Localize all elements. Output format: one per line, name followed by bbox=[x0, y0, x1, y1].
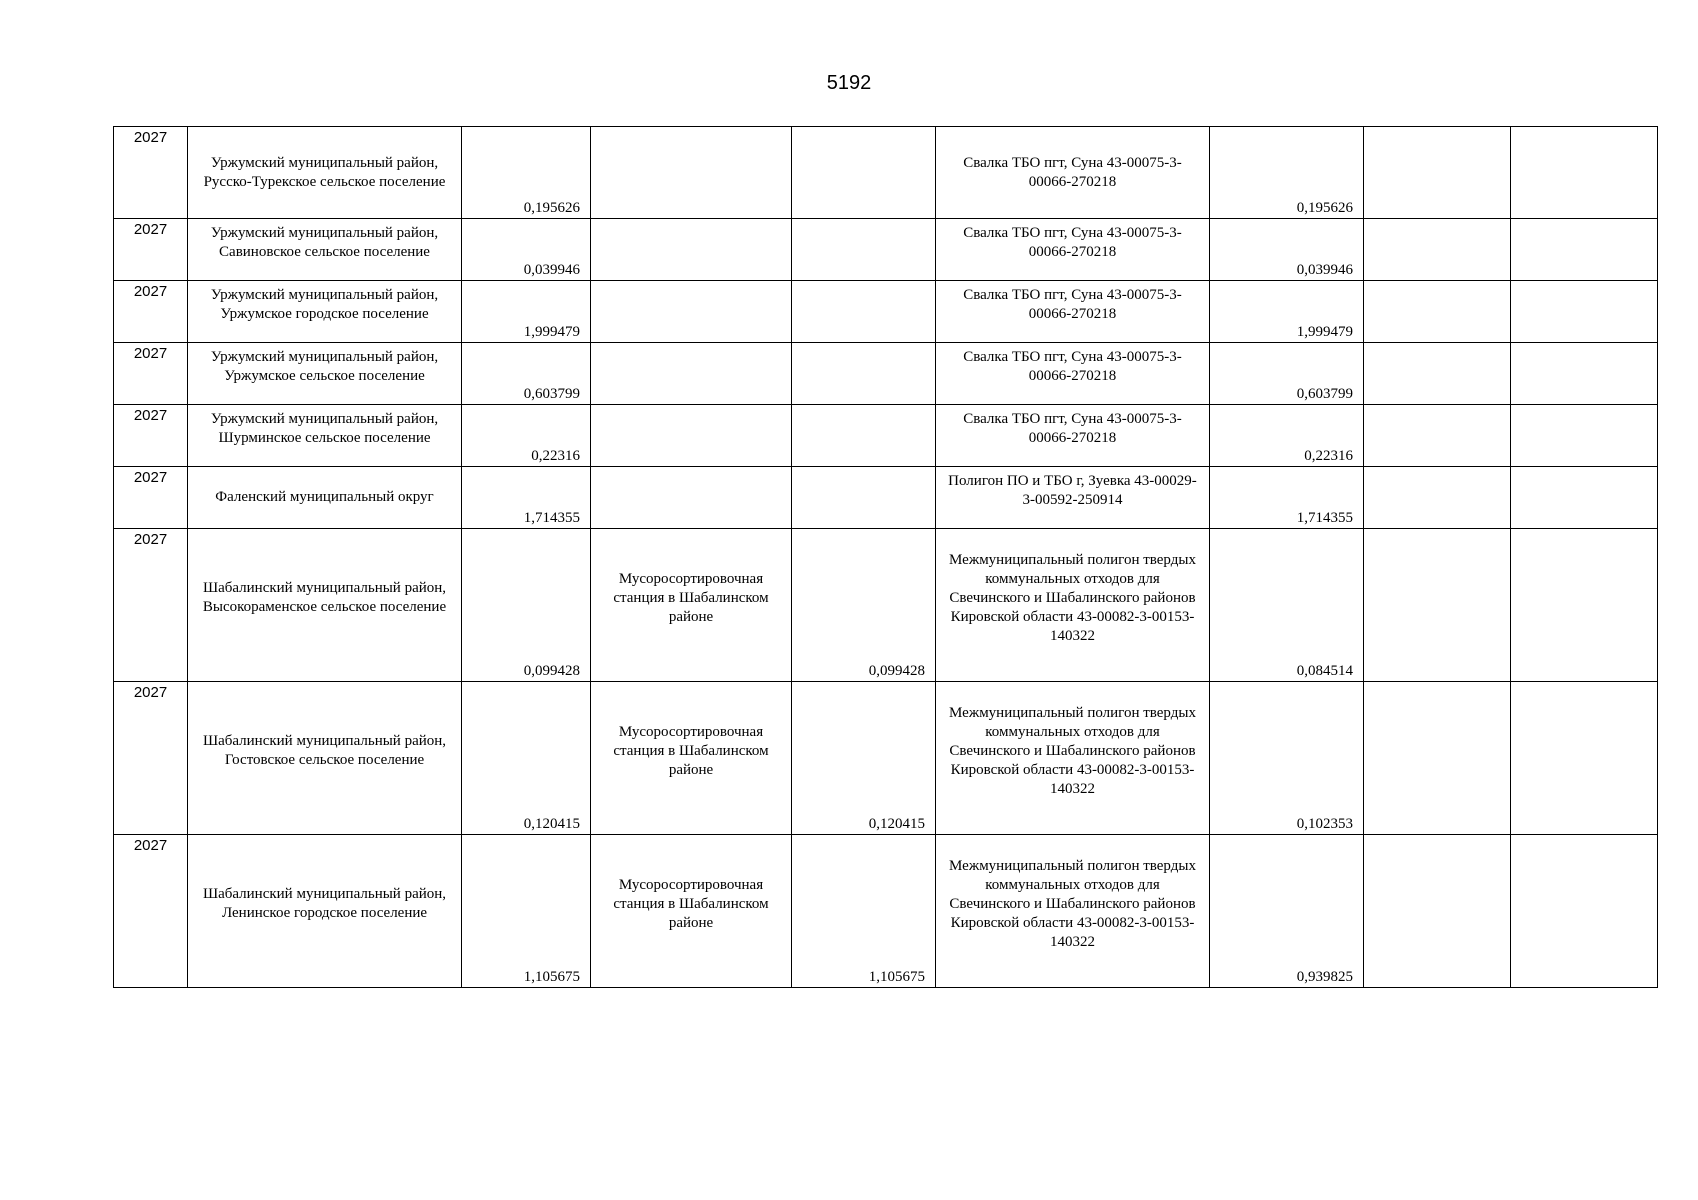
empty-cell bbox=[1364, 467, 1511, 529]
disposal-site-name: Межмуниципальный полигон твердых коммунальных отходов для Свечинского и Шабалинского районов Кировской области 43-00082-3-00153-140322 bbox=[949, 857, 1196, 950]
mass-disposal-value: 0,084514 bbox=[1296, 663, 1353, 679]
mass-disposal-cell bbox=[1210, 127, 1364, 219]
mass-total-cell bbox=[462, 219, 591, 281]
table-row bbox=[114, 281, 1658, 343]
table-row bbox=[114, 405, 1658, 467]
year-cell bbox=[114, 343, 188, 405]
mass-total-value: 1,105675 bbox=[523, 969, 580, 985]
mass-sorting-cell bbox=[792, 343, 936, 405]
empty-cell bbox=[1364, 281, 1511, 343]
empty-cell bbox=[1364, 343, 1511, 405]
mass-disposal-value: 0,939825 bbox=[1296, 969, 1353, 985]
mass-sorting-value: 1,105675 bbox=[868, 969, 925, 985]
disposal-site-cell bbox=[936, 835, 1210, 988]
empty-cell bbox=[1511, 467, 1658, 529]
disposal-site-cell bbox=[936, 467, 1210, 529]
mass-total-cell bbox=[462, 127, 591, 219]
mass-sorting-value: 0,099428 bbox=[868, 663, 925, 679]
territory-name: Уржумский муниципальный район, Русско-Турекское сельское поселение bbox=[203, 154, 446, 190]
table-row bbox=[114, 219, 1658, 281]
territory-cell bbox=[188, 405, 462, 467]
mass-disposal-cell bbox=[1210, 529, 1364, 682]
mass-disposal-cell bbox=[1210, 219, 1364, 281]
territory-cell bbox=[188, 682, 462, 835]
empty-cell bbox=[1511, 343, 1658, 405]
empty-cell bbox=[1511, 127, 1658, 219]
year-value: 2027 bbox=[133, 283, 168, 300]
mass-total-value: 0,603799 bbox=[523, 386, 580, 402]
territory-name: Уржумский муниципальный район, Савиновское сельское поселение bbox=[210, 224, 439, 260]
disposal-site-cell bbox=[936, 281, 1210, 343]
disposal-site-name: Свалка ТБО пгт, Суна 43-00075-3-00066-270218 bbox=[963, 410, 1182, 446]
year-cell bbox=[114, 529, 188, 682]
table-row bbox=[114, 343, 1658, 405]
sorting-station-name: Мусоросортировочная станция в Шабалинском районе bbox=[613, 570, 769, 625]
table-row bbox=[114, 835, 1658, 988]
mass-total-value: 1,999479 bbox=[523, 324, 580, 340]
table-row bbox=[114, 127, 1658, 219]
mass-total-value: 0,120415 bbox=[523, 816, 580, 832]
mass-disposal-value: 0,039946 bbox=[1296, 262, 1353, 278]
mass-sorting-cell bbox=[792, 682, 936, 835]
territory-cell bbox=[188, 835, 462, 988]
mass-total-cell bbox=[462, 281, 591, 343]
empty-cell bbox=[1364, 127, 1511, 219]
empty-cell bbox=[1511, 529, 1658, 682]
year-cell bbox=[114, 405, 188, 467]
year-value: 2027 bbox=[133, 221, 168, 238]
sorting-station-cell bbox=[591, 835, 792, 988]
territory-name: Шабалинский муниципальный район, Ленинское городское поселение bbox=[202, 886, 447, 921]
mass-sorting-value: 0,120415 bbox=[868, 816, 925, 832]
mass-disposal-value: 0,22316 bbox=[1304, 448, 1353, 464]
disposal-site-cell bbox=[936, 127, 1210, 219]
territory-cell bbox=[188, 529, 462, 682]
table-row bbox=[114, 467, 1658, 529]
mass-total-cell bbox=[462, 529, 591, 682]
disposal-site-name: Свалка ТБО пгт, Суна 43-00075-3-00066-270218 bbox=[963, 154, 1182, 190]
disposal-site-name: Свалка ТБО пгт, Суна 43-00075-3-00066-270218 bbox=[963, 286, 1182, 322]
sorting-station-cell bbox=[591, 405, 792, 467]
year-value: 2027 bbox=[133, 345, 168, 362]
empty-cell bbox=[1511, 405, 1658, 467]
empty-cell bbox=[1511, 219, 1658, 281]
mass-disposal-value: 1,714355 bbox=[1296, 510, 1353, 526]
page-number: 5192 bbox=[826, 72, 872, 94]
territory-name: Шабалинский муниципальный район, Гостовское сельское поселение bbox=[202, 733, 447, 768]
mass-sorting-cell bbox=[792, 467, 936, 529]
mass-sorting-cell bbox=[792, 219, 936, 281]
year-value: 2027 bbox=[133, 469, 168, 486]
year-value: 2027 bbox=[133, 837, 168, 854]
year-cell bbox=[114, 281, 188, 343]
year-cell bbox=[114, 127, 188, 219]
mass-disposal-value: 0,102353 bbox=[1296, 816, 1353, 832]
territory-cell bbox=[188, 127, 462, 219]
year-value: 2027 bbox=[133, 531, 168, 548]
territory-name: Шабалинский муниципальный район, Высокораменское сельское поселение bbox=[202, 580, 447, 615]
empty-cell bbox=[1364, 529, 1511, 682]
territory-cell bbox=[188, 219, 462, 281]
disposal-site-name: Межмуниципальный полигон твердых коммунальных отходов для Свечинского и Шабалинского районов Кировской области 43-00082-3-00153-140322 bbox=[949, 551, 1196, 644]
mass-disposal-cell bbox=[1210, 835, 1364, 988]
mass-disposal-value: 1,999479 bbox=[1296, 324, 1353, 340]
mass-total-value: 0,039946 bbox=[523, 262, 580, 278]
sorting-station-cell bbox=[591, 529, 792, 682]
sorting-station-cell bbox=[591, 127, 792, 219]
mass-sorting-cell bbox=[792, 127, 936, 219]
disposal-site-name: Межмуниципальный полигон твердых коммунальных отходов для Свечинского и Шабалинского районов Кировской области 43-00082-3-00153-140322 bbox=[949, 704, 1196, 797]
disposal-site-cell bbox=[936, 529, 1210, 682]
territory-cell bbox=[188, 467, 462, 529]
mass-total-cell bbox=[462, 343, 591, 405]
mass-total-cell bbox=[462, 467, 591, 529]
mass-total-cell bbox=[462, 682, 591, 835]
mass-total-value: 0,22316 bbox=[531, 448, 580, 464]
empty-cell bbox=[1364, 219, 1511, 281]
territory-name: Уржумский муниципальный район, Уржумское сельское поселение bbox=[210, 348, 439, 384]
disposal-site-cell bbox=[936, 219, 1210, 281]
table-row bbox=[114, 682, 1658, 835]
empty-cell bbox=[1511, 281, 1658, 343]
mass-sorting-cell bbox=[792, 529, 936, 682]
year-value: 2027 bbox=[133, 684, 168, 701]
disposal-site-cell bbox=[936, 405, 1210, 467]
sorting-station-cell bbox=[591, 281, 792, 343]
disposal-site-cell bbox=[936, 343, 1210, 405]
mass-total-cell bbox=[462, 405, 591, 467]
mass-sorting-cell bbox=[792, 835, 936, 988]
mass-disposal-cell bbox=[1210, 405, 1364, 467]
waste-flow-table bbox=[113, 126, 1658, 988]
mass-disposal-value: 0,195626 bbox=[1296, 200, 1353, 216]
mass-total-value: 1,714355 bbox=[523, 510, 580, 526]
sorting-station-cell bbox=[591, 467, 792, 529]
empty-cell bbox=[1364, 405, 1511, 467]
year-cell bbox=[114, 467, 188, 529]
disposal-site-name: Свалка ТБО пгт, Суна 43-00075-3-00066-270218 bbox=[963, 224, 1182, 260]
mass-disposal-cell bbox=[1210, 467, 1364, 529]
year-cell bbox=[114, 835, 188, 988]
mass-disposal-cell bbox=[1210, 682, 1364, 835]
territory-name: Фаленский муниципальный округ bbox=[215, 489, 434, 505]
sorting-station-name: Мусоросортировочная станция в Шабалинском районе bbox=[613, 876, 769, 931]
mass-sorting-cell bbox=[792, 281, 936, 343]
year-cell bbox=[114, 219, 188, 281]
territory-cell bbox=[188, 343, 462, 405]
sorting-station-cell bbox=[591, 219, 792, 281]
empty-cell bbox=[1511, 682, 1658, 835]
empty-cell bbox=[1511, 835, 1658, 988]
disposal-site-name: Свалка ТБО пгт, Суна 43-00075-3-00066-270218 bbox=[963, 348, 1182, 384]
empty-cell bbox=[1364, 835, 1511, 988]
territory-name: Уржумский муниципальный район, Шурминское сельское поселение bbox=[210, 410, 439, 446]
empty-cell bbox=[1364, 682, 1511, 835]
mass-disposal-cell bbox=[1210, 343, 1364, 405]
territory-cell bbox=[188, 281, 462, 343]
mass-total-value: 0,099428 bbox=[523, 663, 580, 679]
sorting-station-name: Мусоросортировочная станция в Шабалинском районе bbox=[613, 723, 769, 778]
sorting-station-cell bbox=[591, 682, 792, 835]
territory-name: Уржумский муниципальный район, Уржумское городское поселение bbox=[210, 286, 439, 322]
year-value: 2027 bbox=[133, 407, 168, 424]
disposal-site-name: Полигон ПО и ТБО г, Зуевка 43-00029-3-00592-250914 bbox=[948, 472, 1197, 508]
mass-disposal-cell bbox=[1210, 281, 1364, 343]
disposal-site-cell bbox=[936, 682, 1210, 835]
sorting-station-cell bbox=[591, 343, 792, 405]
table-row bbox=[114, 529, 1658, 682]
year-value: 2027 bbox=[133, 129, 168, 146]
mass-total-cell bbox=[462, 835, 591, 988]
mass-sorting-cell bbox=[792, 405, 936, 467]
mass-disposal-value: 0,603799 bbox=[1296, 386, 1353, 402]
mass-total-value: 0,195626 bbox=[523, 200, 580, 216]
year-cell bbox=[114, 682, 188, 835]
